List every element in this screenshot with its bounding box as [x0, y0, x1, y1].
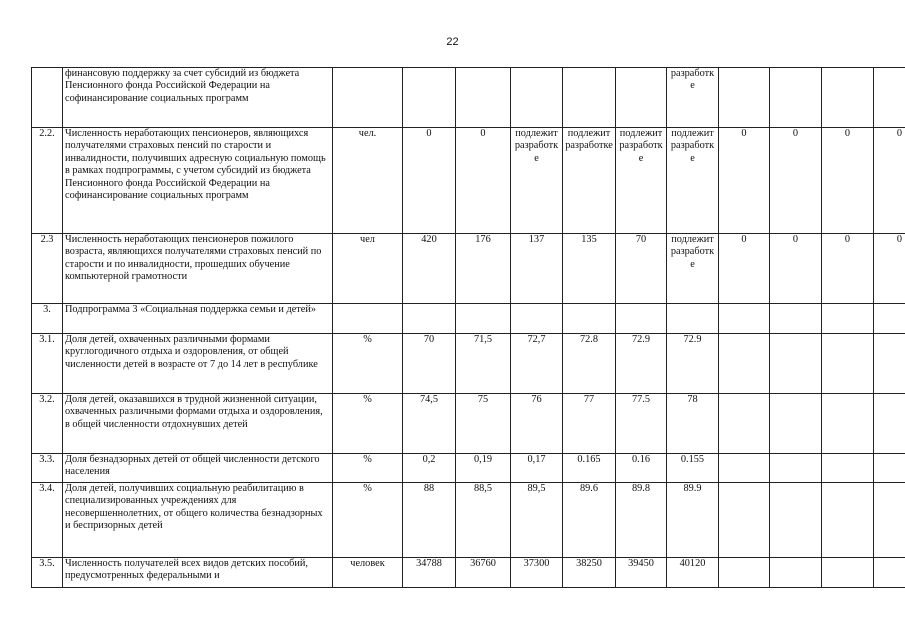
value-cell — [770, 394, 822, 454]
value-cell — [403, 68, 456, 128]
value-cell: 37300 — [511, 558, 563, 588]
value-cell — [511, 68, 563, 128]
value-cell — [719, 558, 770, 588]
row-number: 3.3. — [32, 454, 63, 483]
value-cell — [456, 68, 511, 128]
unit-cell: человек — [333, 558, 403, 588]
value-cell — [822, 68, 874, 128]
value-cell: 71,5 — [456, 334, 511, 394]
value-cell: 89,5 — [511, 483, 563, 558]
value-cell — [667, 304, 719, 334]
value-cell — [874, 454, 905, 483]
value-cell — [719, 304, 770, 334]
value-cell — [719, 483, 770, 558]
value-cell: 0,17 — [511, 454, 563, 483]
unit-cell: % — [333, 483, 403, 558]
table-row — [32, 454, 905, 483]
value-cell — [874, 483, 905, 558]
value-cell — [770, 558, 822, 588]
row-number — [32, 68, 63, 128]
indicator-name: Доля детей, получивших социальную реабилитацию в специализированных учреждениях для несовершеннолетних, от общего количества безнадзорных и беспризорных детей — [63, 483, 333, 558]
value-cell: 89.8 — [616, 483, 667, 558]
value-cell — [770, 68, 822, 128]
value-cell — [822, 304, 874, 334]
value-cell: 77 — [563, 394, 616, 454]
value-cell: подлежит разработке — [563, 128, 616, 234]
value-cell — [563, 68, 616, 128]
indicator-name: Численность неработающих пенсионеров, являющихся получателями страховых пенсий по старости и инвалидности, получивших адресную социальную помощь в рамках подпрограммы, с учетом субсидий из бюджета Пенсионного фонда Российской Федерации на софинансирование социальных программ — [63, 128, 333, 234]
row-number: 3. — [32, 304, 63, 334]
row-number: 2.3 — [32, 234, 63, 304]
value-cell — [874, 334, 905, 394]
table-row — [32, 483, 905, 558]
value-cell: 0 — [874, 234, 905, 304]
value-cell: 0 — [719, 128, 770, 234]
value-cell: 0 — [770, 234, 822, 304]
value-cell: 72.9 — [667, 334, 719, 394]
value-cell: 76 — [511, 394, 563, 454]
value-cell: 89.6 — [563, 483, 616, 558]
value-cell — [616, 304, 667, 334]
value-cell — [719, 394, 770, 454]
value-cell: подлежит разработке — [616, 128, 667, 234]
value-cell: 40120 — [667, 558, 719, 588]
row-number: 3.1. — [32, 334, 63, 394]
indicator-name: Доля детей, охваченных различными формами круглогодичного отдыха и оздоровления, от общей численности детей в возрасте от 7 до 14 лет в республике — [63, 334, 333, 394]
indicator-name: финансовую поддержку за счет субсидий из бюджета Пенсионного фонда Российской Федерации на софинансирование социальных программ — [63, 68, 333, 128]
value-cell: 0,2 — [403, 454, 456, 483]
value-cell — [822, 558, 874, 588]
value-cell: 0,19 — [456, 454, 511, 483]
value-cell: 88 — [403, 483, 456, 558]
value-cell — [770, 454, 822, 483]
value-cell — [770, 483, 822, 558]
value-cell: подлежит разработке — [667, 234, 719, 304]
unit-cell: чел — [333, 234, 403, 304]
value-cell: 88,5 — [456, 483, 511, 558]
value-cell — [822, 394, 874, 454]
value-cell: подлежит разработке — [511, 128, 563, 234]
value-cell — [770, 334, 822, 394]
value-cell: 0.155 — [667, 454, 719, 483]
value-cell — [719, 68, 770, 128]
value-cell: 0 — [822, 128, 874, 234]
value-cell: 77.5 — [616, 394, 667, 454]
value-cell: 89.9 — [667, 483, 719, 558]
table-row — [32, 68, 905, 128]
value-cell: 78 — [667, 394, 719, 454]
value-cell: 0 — [456, 128, 511, 234]
value-cell — [403, 304, 456, 334]
table-row — [32, 304, 905, 334]
value-cell: 0 — [874, 128, 905, 234]
value-cell: 0 — [822, 234, 874, 304]
value-cell — [563, 304, 616, 334]
unit-cell — [333, 68, 403, 128]
table-row — [32, 394, 905, 454]
table-body — [32, 68, 905, 588]
unit-cell: % — [333, 454, 403, 483]
table-row — [32, 128, 905, 234]
unit-cell — [333, 304, 403, 334]
value-cell: 72.9 — [616, 334, 667, 394]
unit-cell: чел. — [333, 128, 403, 234]
value-cell: 135 — [563, 234, 616, 304]
value-cell — [770, 304, 822, 334]
indicators-table — [31, 67, 905, 588]
row-number: 2.2. — [32, 128, 63, 234]
value-cell — [874, 304, 905, 334]
value-cell: 72,7 — [511, 334, 563, 394]
value-cell — [822, 483, 874, 558]
indicator-name: Подпрограмма 3 «Социальная поддержка семьи и детей» — [63, 304, 333, 334]
unit-cell: % — [333, 334, 403, 394]
value-cell: 34788 — [403, 558, 456, 588]
value-cell: 0 — [403, 128, 456, 234]
value-cell: 0.16 — [616, 454, 667, 483]
value-cell: 74,5 — [403, 394, 456, 454]
value-cell: 0 — [770, 128, 822, 234]
table-row — [32, 334, 905, 394]
value-cell — [719, 454, 770, 483]
value-cell: разработке — [667, 68, 719, 128]
row-number: 3.5. — [32, 558, 63, 588]
value-cell — [616, 68, 667, 128]
indicator-name: Доля детей, оказавшихся в трудной жизненной ситуации, охваченных различными формами отдыха и оздоровления, в общей численности отдохнувших детей — [63, 394, 333, 454]
value-cell: 0 — [719, 234, 770, 304]
value-cell — [874, 394, 905, 454]
value-cell: 38250 — [563, 558, 616, 588]
value-cell: 39450 — [616, 558, 667, 588]
table-row — [32, 234, 905, 304]
value-cell: 72.8 — [563, 334, 616, 394]
table-row — [32, 558, 905, 588]
indicator-name: Доля безнадзорных детей от общей численности детского населения — [63, 454, 333, 483]
value-cell — [511, 304, 563, 334]
unit-cell: % — [333, 394, 403, 454]
value-cell: 137 — [511, 234, 563, 304]
value-cell: 75 — [456, 394, 511, 454]
value-cell — [719, 334, 770, 394]
value-cell — [874, 68, 905, 128]
value-cell — [822, 334, 874, 394]
value-cell: 70 — [403, 334, 456, 394]
value-cell: подлежит разработке — [667, 128, 719, 234]
indicator-name: Численность получателей всех видов детских пособий, предусмотренных федеральными и — [63, 558, 333, 588]
row-number: 3.2. — [32, 394, 63, 454]
row-number: 3.4. — [32, 483, 63, 558]
value-cell — [874, 558, 905, 588]
value-cell — [822, 454, 874, 483]
value-cell: 36760 — [456, 558, 511, 588]
indicator-name: Численность неработающих пенсионеров пожилого возраста, являющихся получателями страховых пенсий по старости и по инвалидности, прошедших обучение компьютерной грамотности — [63, 234, 333, 304]
value-cell — [456, 304, 511, 334]
value-cell: 420 — [403, 234, 456, 304]
value-cell: 0.165 — [563, 454, 616, 483]
value-cell: 70 — [616, 234, 667, 304]
value-cell: 176 — [456, 234, 511, 304]
page-number: 22 — [446, 36, 459, 48]
